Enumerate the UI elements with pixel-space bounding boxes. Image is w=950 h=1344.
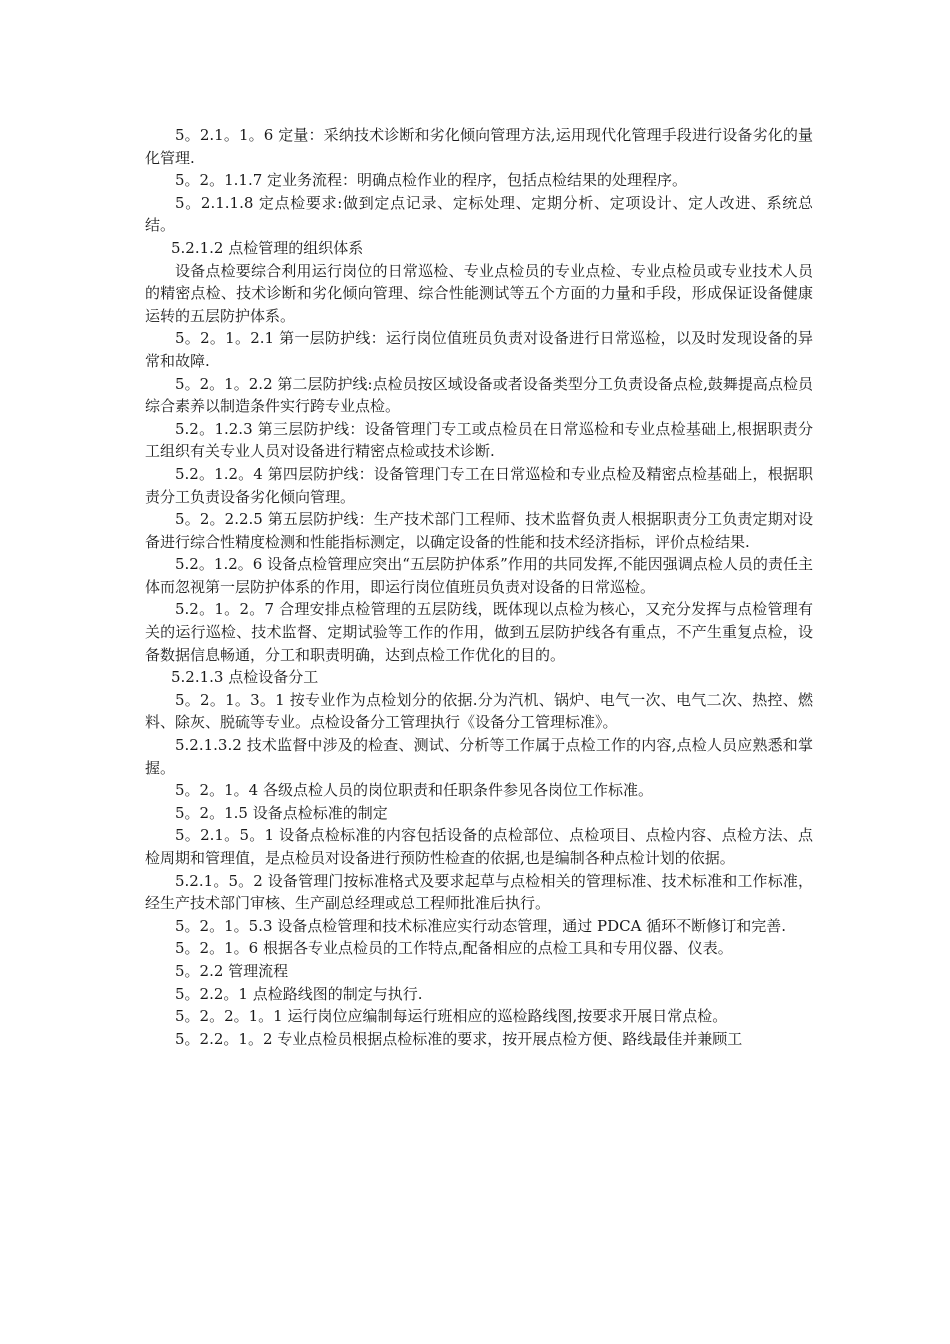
paragraph-5-2-1-1-8: 5。2.1.1.8 定点检要求:做到定点记录、定标处理、定期分析、定项设计、定人改进、系统总结。 xyxy=(145,193,813,235)
paragraph-5-2-1-2-6: 5.2。1.2。6 设备点检管理应突出“五层防护体系”作用的共同发挥,不能因强调点检人员的责任主体而忽视第一层防护体系的作用，即运行岗位值班员负责对设备的日常巡检。 xyxy=(145,555,813,596)
document-body xyxy=(145,124,813,1050)
paragraph-5-2-1-1-6: 5。2.1。1。6 定量：采纳技术诊断和劣化倾向管理方法,运用现代化管理手段进行设备劣化的量化管理. xyxy=(145,126,813,167)
paragraph-5-2-2-1-2: 5。2.2。1。2 专业点检员根据点检标准的要求，按开展点检方便、路线最佳并兼顾工 xyxy=(175,1029,743,1048)
paragraph-5-2-1-5-2: 5.2.1。5。2 设备管理门按标准格式及要求起草与点检相关的管理标准、技术标准和工作标准，经生产技术部门审核、生产副总经理或总工程师批准后执行。 xyxy=(145,871,813,913)
paragraph-5-2-1-2-4: 5.2。1.2。4 第四层防护线：设备管理门专工在日常巡检和专业点检及精密点检基础上，根据职责分工负责设备劣化倾向管理。 xyxy=(145,464,813,506)
section-heading-5-2-1-3: 5.2.1.3 点检设备分工 xyxy=(171,668,319,687)
paragraph-5-2-1-3-2: 5.2.1.3.2 技术监督中涉及的检查、测试、分析等工作属于点检工作的内容,点检人员应熟悉和掌握。 xyxy=(145,736,813,777)
paragraph-5-2-2-1-1: 5。2。2。1。1 运行岗位应编制每运行班相应的巡检路线图,按要求开展日常点检。 xyxy=(175,1007,728,1026)
section-heading-5-2-1-5: 5。2。1.5 设备点检标准的制定 xyxy=(175,803,388,822)
paragraph-5-2-1-2-7: 5.2。1。2。7 合理安排点检管理的五层防线，既体现以点检为核心，又充分发挥与点检管理有关的运行巡检、技术监督、定期试验等工作的作用，做到五层防护线各有重点，不产生重复点检，设备数据信息畅通，分工和职责明确，达到点检工作优化的目的。 xyxy=(145,600,813,664)
paragraph-defense-system-intro: 设备点检要综合利用运行岗位的日常巡检、专业点检员的专业点检、专业点检员或专业技术人员的精密点检、技术诊断和劣化倾向管理、综合性能测试等五个方面的力量和手段，形成保证设备健康运转的五层防护体系。 xyxy=(145,261,813,325)
paragraph-5-2-1-2-1: 5。2。1。2.1 第一层防护线：运行岗位值班员负责对设备进行日常巡检，以及时发现设备的异常和故障. xyxy=(145,329,813,370)
paragraph-5-2-1-1-7: 5。2。1.1.7 定业务流程：明确点检作业的程序，包括点检结果的处理程序。 xyxy=(175,171,688,190)
paragraph-5-2-1-6: 5。2。1。6 根据各专业点检员的工作特点,配备相应的点检工具和专用仪器、仪表。 xyxy=(175,939,733,958)
paragraph-5-2-1-2-2: 5。2。1。2.2 第二层防护线:点检员按区域设备或者设备类型分工负责设备点检,鼓舞提高点检员综合素养以制造条件实行跨专业点检。 xyxy=(145,374,813,416)
paragraph-5-2-1-2-3: 5.2。1.2.3 第三层防护线：设备管理门专工或点检员在日常巡检和专业点检基础上,根据职责分工组织有关专业人员对设备进行精密点检或技术诊断. xyxy=(145,419,813,461)
section-heading-5-2-1-2: 5.2.1.2 点检管理的组织体系 xyxy=(171,238,364,257)
paragraph-5-2-1-4: 5。2。1。4 各级点检人员的岗位职责和任职条件参见各岗位工作标准。 xyxy=(175,781,653,800)
paragraph-5-2-2-2-5: 5。2。2.2.5 第五层防护线：生产技术部门工程师、技术监督负责人根据职责分工负责定期对设备进行综合性精度检测和性能指标测定，以确定设备的性能和技术经济指标，评价点检结果. xyxy=(145,510,813,551)
paragraph-5-2-1-3-1: 5。2。1。3。1 按专业作为点检划分的依据.分为汽机、锅炉、电气一次、电气二次、热控、燃料、除灰、脱硫等专业。点检设备分工管理执行《设备分工管理标准》。 xyxy=(145,690,813,732)
paragraph-5-2-1-5-3: 5。2。1。5.3 设备点检管理和技术标准应实行动态管理，通过 PDCA 循环不断修订和完善. xyxy=(175,916,786,935)
section-heading-5-2-2: 5。2.2 管理流程 xyxy=(175,961,289,980)
paragraph-5-2-1-5-1: 5。2.1。5。1 设备点检标准的内容包括设备的点检部位、点检项目、点检内容、点检方法、点检周期和管理值，是点检员对设备进行预防性检查的依据,也是编制各种点检计划的依据。 xyxy=(145,826,813,867)
section-heading-5-2-2-1: 5。2.2。1 点检路线图的制定与执行. xyxy=(175,984,423,1003)
